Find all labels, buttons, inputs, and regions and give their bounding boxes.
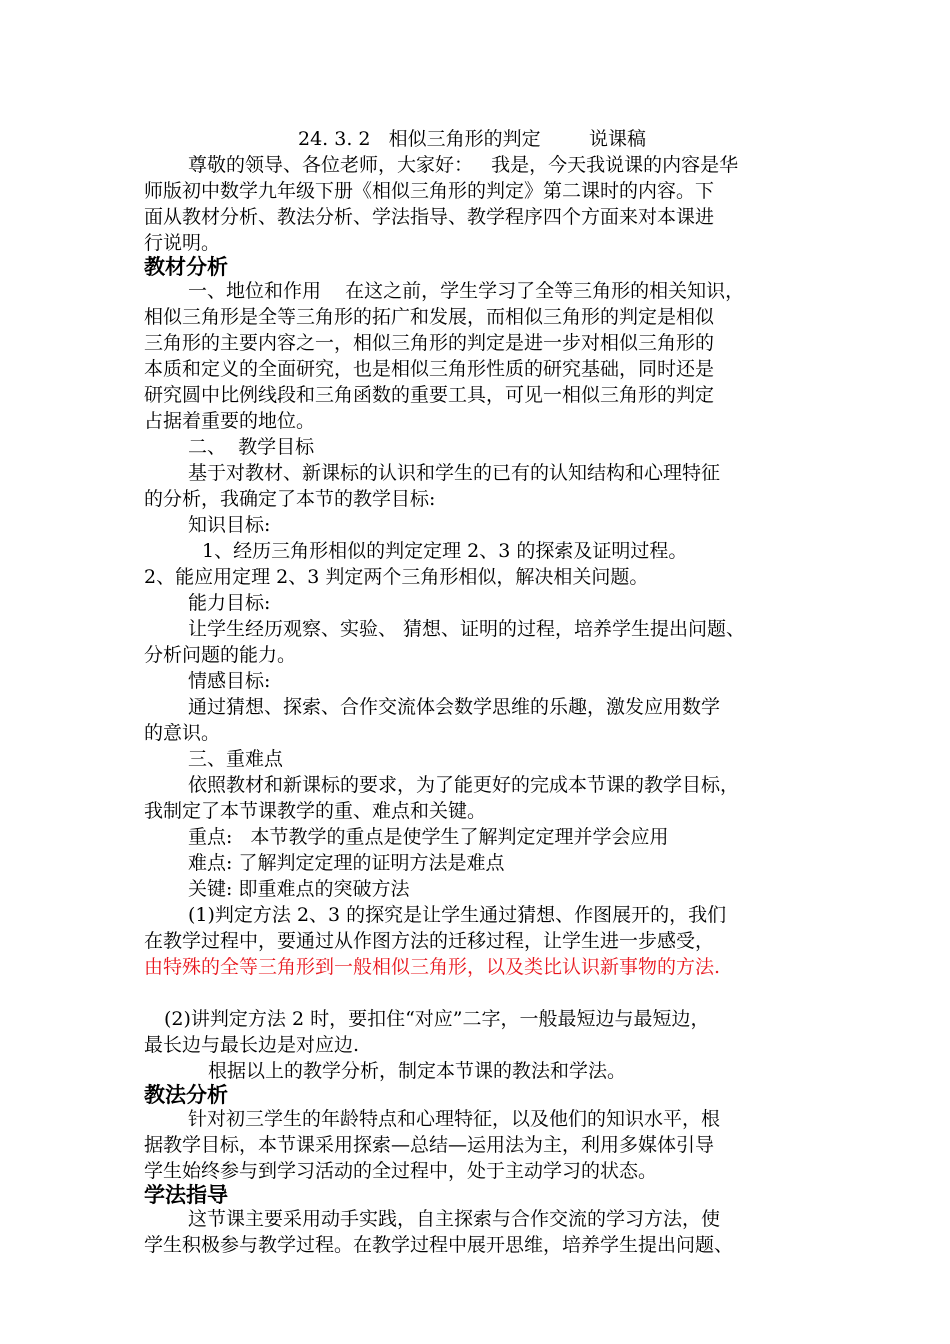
intro-line: 师版初中数学九年级下册《相似三角形的判定》第二课时的内容。下: [144, 180, 715, 202]
section-heading-textbook-analysis: 教材分析: [144, 255, 228, 279]
paragraph-line: 学生始终参与到学习活动的全过程中，处于主动学习的状态。: [144, 1160, 658, 1182]
subheading-ability-goals: 能力目标:: [188, 592, 271, 614]
paragraph-line: 的分析，我确定了本节的教学目标:: [144, 488, 436, 510]
paragraph-line: 据教学目标，本节课采用探索—总结—运用法为主，利用多媒体引导: [144, 1134, 715, 1156]
paragraph-line: 依照教材和新课标的要求，为了能更好的完成本节课的教学目标，: [188, 774, 740, 796]
paragraph-line: 通过猜想、探索、合作交流体会数学思维的乐趣，激发应用数学: [188, 696, 721, 718]
paragraph-line: 在教学过程中，要通过从作图方法的迁移过程，让学生进一步感受，: [144, 930, 715, 952]
subheading-emotional-goals: 情感目标:: [188, 670, 271, 692]
subheading-teaching-goals: 二、 教学目标: [188, 436, 315, 458]
paragraph-line: 针对初三学生的年龄特点和心理特征，以及他们的知识水平，根: [188, 1108, 721, 1130]
list-item: 1、经历三角形相似的判定定理 2、3 的探索及证明过程。: [202, 540, 688, 562]
paragraph-line: 难点: 了解判定定理的证明方法是难点: [188, 852, 505, 874]
paragraph-line: 相似三角形是全等三角形的拓广和发展，而相似三角形的判定是相似: [144, 306, 715, 328]
section-heading-teaching-method: 教法分析: [144, 1083, 228, 1107]
paragraph-line: 根据以上的教学分析，制定本节课的教法和学法。: [208, 1060, 627, 1082]
paragraph-line: 分析问题的能力。: [144, 644, 297, 666]
paragraph-line: 本质和定义的全面研究，也是相似三角形性质的研究基础，同时还是: [144, 358, 715, 380]
document-title: 24. 3. 2 相似三角形的判定 说课稿: [298, 128, 646, 150]
paragraph-line: 我制定了本节课教学的重、难点和关键。: [144, 800, 487, 822]
paragraph-line: 研究圆中比例线段和三角函数的重要工具，可见一相似三角形的判定: [144, 384, 715, 406]
paragraph-line: 的意识。: [144, 722, 221, 744]
list-item: 2、能应用定理 2、3 判定两个三角形相似，解决相关问题。: [144, 566, 649, 588]
intro-line: 面从教材分析、教法分析、学法指导、教学程序四个方面来对本课进: [144, 206, 715, 228]
paragraph-line: 占据着重要的地位。: [144, 410, 316, 432]
paragraph-line: 重点: 本节教学的重点是使学生了解判定定理并学会应用: [188, 826, 669, 848]
paragraph-line: 让学生经历观察、实验、 猜想、证明的过程，培养学生提出问题、: [188, 618, 746, 640]
highlighted-line: 由特殊的全等三角形到一般相似三角形，以及类比认识新事物的方法.: [144, 956, 721, 978]
paragraph-line: (2)讲判定方法 2 时，要扣住“对应”二字，一般最短边与最短边，: [164, 1008, 710, 1030]
subheading-knowledge-goals: 知识目标:: [188, 514, 271, 536]
paragraph-line: (1)判定方法 2、3 的探究是让学生通过猜想、作图展开的，我们: [188, 904, 727, 926]
paragraph-line: 学生积极参与教学过程。在教学过程中展开思维，培养学生提出问题、: [144, 1234, 734, 1256]
paragraph-line: 三角形的主要内容之一，相似三角形的判定是进一步对相似三角形的: [144, 332, 715, 354]
section-heading-learning-guidance: 学法指导: [144, 1183, 228, 1207]
paragraph-line: 最长边与最长边是对应边.: [144, 1034, 360, 1056]
paragraph-line: 一、地位和作用 在这之前，学生学习了全等三角形的相关知识，: [188, 280, 745, 302]
intro-line: 行说明。: [144, 232, 221, 254]
paragraph-line: 基于对教材、新课标的认识和学生的已有的认知结构和心理特征: [188, 462, 721, 484]
paragraph-line: 这节课主要采用动手实践，自主探索与合作交流的学习方法，使: [188, 1208, 721, 1230]
intro-line: 尊敬的领导、各位老师，大家好： 我是，今天我说课的内容是华: [188, 154, 739, 176]
paragraph-line: 关键: 即重难点的突破方法: [188, 878, 410, 900]
subheading-key-difficulties: 三、重难点: [188, 748, 284, 770]
